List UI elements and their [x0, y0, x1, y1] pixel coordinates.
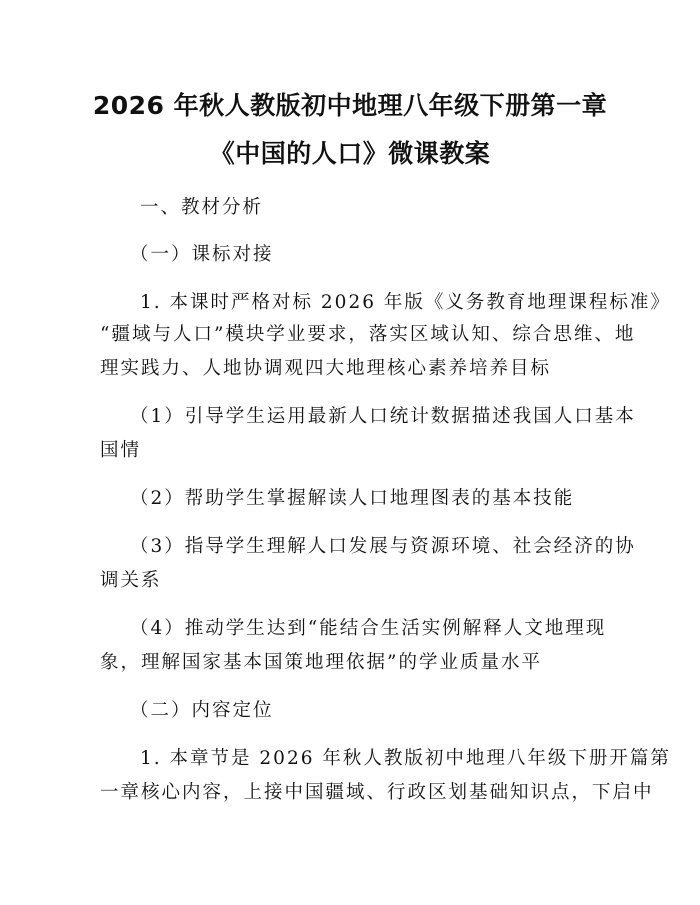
- list-item-line: （2）帮助学生掌握解读人口地理图表的基本技能: [130, 488, 575, 509]
- paragraph-line: 1. 本章节是 2026 年秋人教版初中地理八年级下册开篇第: [140, 748, 671, 769]
- list-item-line: 调关系: [100, 570, 162, 591]
- paragraph-line: “疆域与人口”模块学业要求，落实区域认知、综合思维、地: [100, 324, 636, 345]
- document-title-line-1: 2026 年秋人教版初中地理八年级下册第一章: [92, 91, 608, 120]
- list-item-line: （4）推动学生达到“能结合生活实例解释人文地理现: [130, 618, 607, 639]
- subsection-heading: （二）内容定位: [130, 700, 274, 721]
- subsection-heading: （一）课标对接: [130, 244, 274, 265]
- paragraph-line: 理实践力、人地协调观四大地理核心素养培养目标: [100, 358, 552, 379]
- paragraph-line: 一章核心内容，上接中国疆域、行政区划基础知识点，下启中: [100, 782, 654, 803]
- document-title-line-2: 《中国的人口》微课教案: [209, 139, 491, 168]
- section-heading: 一、教材分析: [140, 197, 264, 218]
- list-item-line: 象，理解国家基本国策地理依据”的学业质量水平: [100, 652, 542, 673]
- list-item-line: （3）指导学生理解人口发展与资源环境、社会经济的协: [130, 536, 636, 557]
- list-item-line: （1）引导学生运用最新人口统计数据描述我国人口基本: [130, 406, 636, 427]
- list-item-line: 国情: [100, 440, 142, 461]
- paragraph-line: 1. 本课时严格对标 2026 年版《义务教育地理课程标准》: [140, 292, 671, 313]
